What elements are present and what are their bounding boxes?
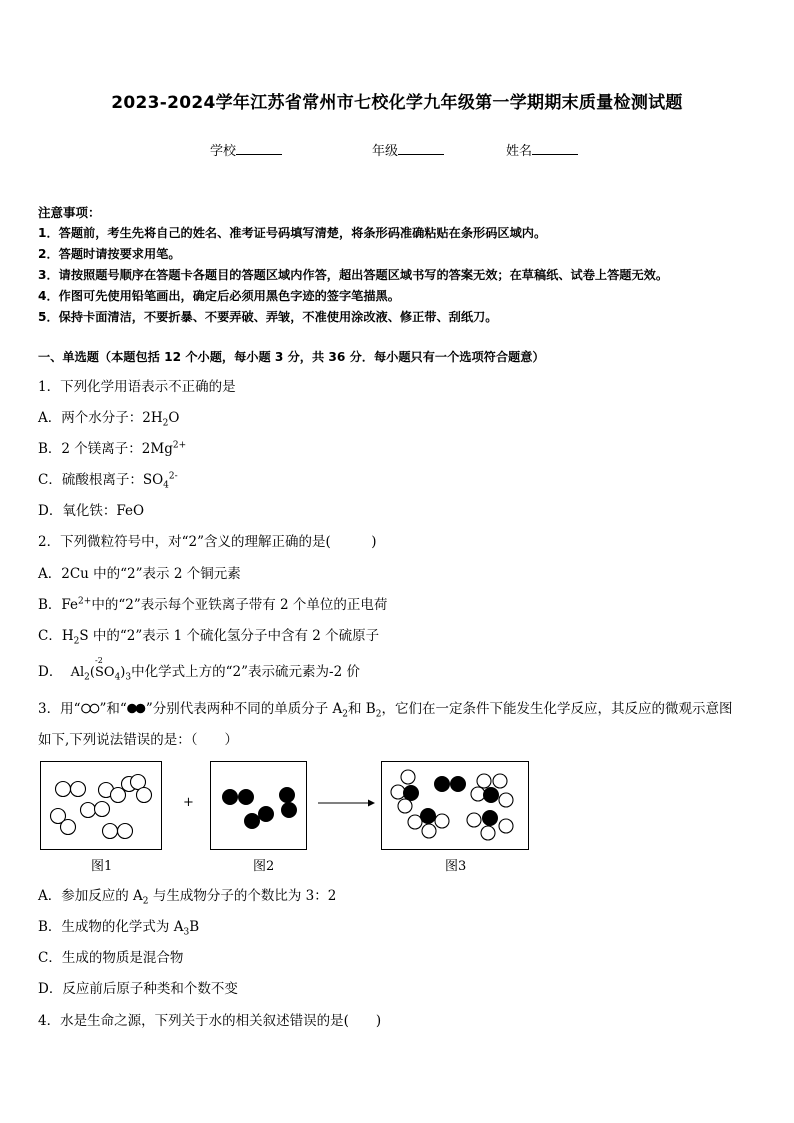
q3-option-c[interactable]: C．生成的物质是混合物 [38,950,184,966]
q1-a-sub: 2 [162,418,169,429]
notice-item: 4．作图可先使用铅笔画出，确定后必须用黑色字迹的签字笔描黑。 [38,289,400,303]
formula-o-sub: 4 [114,672,121,683]
q3-option-a[interactable] [38,884,337,907]
q1-c-text: C．硫酸根离子：SO [38,472,164,488]
chemical-formula [70,656,132,683]
black-molecule-icon [127,703,146,714]
q3-stem-pre: 3．用“ [38,701,81,717]
q3-b-text: B．生成物的化学式为 A [38,919,184,935]
figure-2-box [210,761,307,850]
figure-3-molecules [382,762,528,849]
formula-al-sub: 2 [84,672,90,683]
school-field [210,140,282,159]
section-title: 一、单选题（本题包括 12 个小题，每小题 3 分，共 36 分．每小题只有一个选项符合题意） [38,350,545,364]
q2-c-text: C．H [38,628,74,644]
q3-stem-mid3: 和 B [348,701,376,717]
q3-stem-mid: ”和“ [99,701,127,717]
q1-c-sub: 4 [163,480,169,491]
school-label: 学校 [210,144,237,159]
figure-1-label: 图1 [91,859,113,874]
q3-b-subscript: 3 [183,927,190,938]
q3-a-subscript: 2 [142,896,149,907]
formula-s-charge: -2 [94,656,103,665]
q2-stem: 2．下列微粒符号中，对“2”含义的理解正确的是( ) [38,534,377,550]
figure-2-molecules [211,762,306,849]
q1-option-b[interactable] [38,437,186,457]
q1-b-text: B．2 个镁离子：2Mg [38,441,173,457]
q2-d-label: D． [38,664,63,680]
name-blank[interactable] [532,142,578,155]
figure-1-molecules [41,762,161,849]
q1-a-text: A．两个水分子：2H [38,410,163,426]
plus-sign: + [183,795,194,810]
white-molecule-icon [81,703,100,714]
notice-item: 2．答题时请按要求用笔。 [38,247,181,261]
q2-option-c[interactable] [38,624,380,647]
q1-option-c[interactable] [38,468,178,491]
formula-al: Al [70,665,85,680]
formula-s-wrap [94,656,104,680]
q3-a-post: 与生成物分子的个数比为 3：2 [148,888,337,904]
q2-b-sup: 2+ [78,596,92,607]
q2-d-post: 中化学式上方的“2”表示硫元素为-2 价 [131,664,360,680]
q2-b-post: 中的“2”表示每个亚铁离子带有 2 个单位的正电荷 [91,597,388,613]
formula-s: S [94,665,104,680]
grade-label: 年级 [372,144,399,159]
name-field [506,140,578,159]
q2-c-sub: 2 [73,636,80,647]
figure-3-box [381,761,529,850]
q3-option-b[interactable] [38,915,200,938]
notice-heading: 注意事项： [38,205,101,220]
q1-c-sup: 2- [168,471,178,482]
reaction-arrow-icon [318,798,376,808]
q1-option-d[interactable]: D．氧化铁：FeO [38,503,145,519]
q3-b-post: B [189,919,200,935]
q2-option-a[interactable]: A．2Cu 中的“2”表示 2 个铜元素 [38,566,241,582]
notice-item: 1．答题前，考生先将自己的姓名、准考证号码填写清楚，将条形码准确粘贴在条形码区域内。 [38,226,547,240]
q3-stem-post: ，它们在一定条件下能发生化学反应，其反应的微观示意图 [381,701,733,717]
q1-stem: 1．下列化学用语表示不正确的是 [38,379,236,395]
page-title: 2023-2024学年江苏省常州市七校化学九年级第一学期期末质量检测试题 [111,93,683,113]
q2-c-post: S 中的“2”表示 1 个硫化氢分子中含有 2 个硫原子 [79,628,380,644]
q3-a-text: A．参加反应的 A [38,888,143,904]
figure-2-label: 图2 [253,859,275,874]
q3-stem [38,697,733,720]
q2-option-d[interactable] [38,656,360,683]
figure-1-box [40,761,162,850]
notice-item: 5．保持卡面清洁，不要折暴、不要弄破、弄皱，不准使用涂改液、修正带、刮纸刀。 [38,310,498,324]
q3-stem-mid2: ”分别代表两种不同的单质分子 A [145,701,343,717]
q4-stem: 4．水是生命之源，下列关于水的相关叙述错误的是( ) [38,1013,382,1029]
figure-3-label: 图3 [445,859,467,874]
name-label: 姓名 [506,144,533,159]
formula-paren-close: ) [120,665,126,680]
q1-b-sup: 2+ [172,440,187,451]
school-blank[interactable] [236,142,282,155]
q3-b-sub: 2 [375,709,382,720]
grade-blank[interactable] [398,142,444,155]
q2-option-b[interactable] [38,593,387,613]
formula-o: O [103,665,115,680]
q2-b-text: B．Fe [38,597,79,613]
q3-a-sub: 2 [342,709,348,720]
notice-item: 3．请按照题号顺序在答题卡各题目的答题区域内作答，超出答题区域书写的答案无效；在草稿纸、试卷上答题无效。 [38,268,669,282]
q1-a-post: O [168,410,180,426]
formula-paren-sub: 3 [125,672,132,683]
grade-field [372,140,444,159]
q3-option-d[interactable]: D．反应前后原子种类和个数不变 [38,981,238,997]
q3-stem-line2: 如下,下列说法错误的是：（ ） [38,732,239,748]
q1-option-a[interactable] [38,406,180,429]
formula-paren-open: ( [89,665,95,680]
